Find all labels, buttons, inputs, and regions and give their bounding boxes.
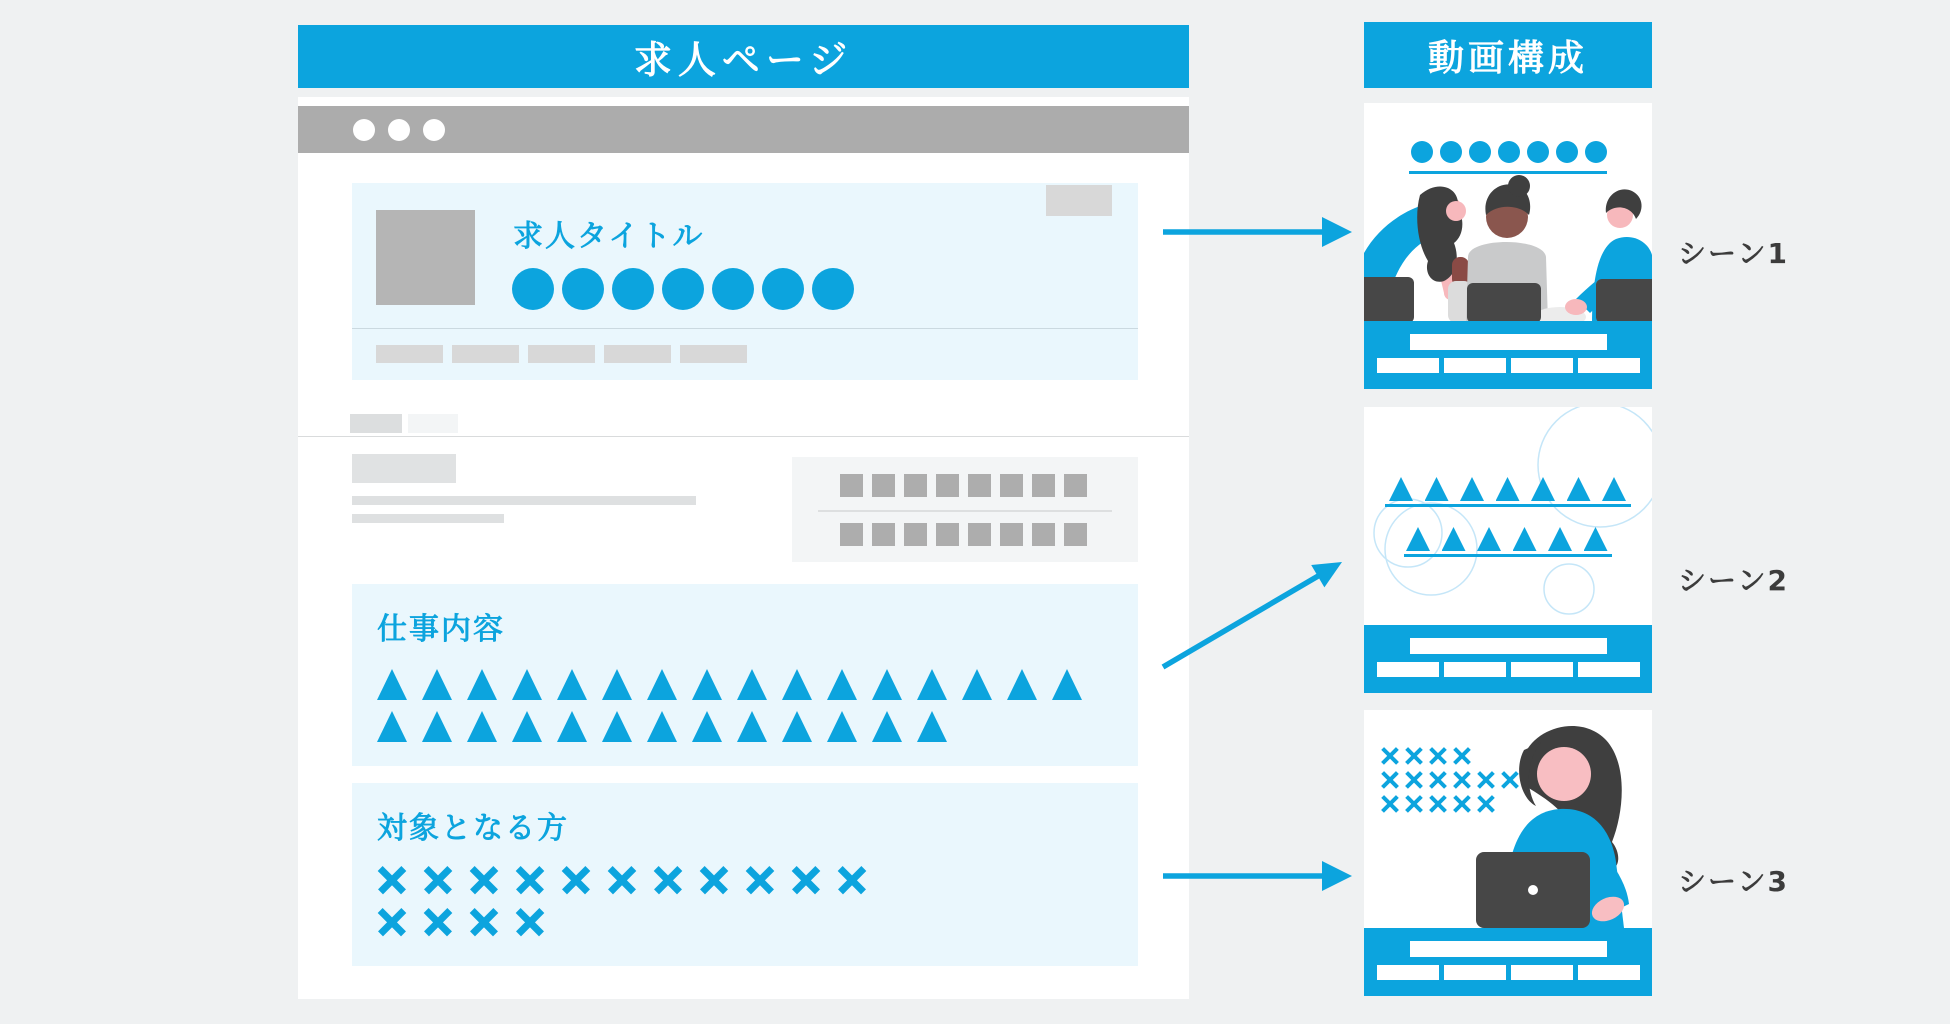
tri-lg-shape: [467, 669, 497, 700]
table-row-cells: [840, 474, 1087, 497]
tri-sm-shape: [1531, 477, 1555, 501]
arrow-to-scene1: [1163, 217, 1352, 247]
text-line-placeholder-long: [352, 496, 696, 505]
sq-shape: [904, 523, 927, 546]
tri-lg-shape: [557, 669, 587, 700]
dot-lg-shape: [662, 268, 704, 310]
tri-sm-shape: [1513, 527, 1537, 551]
x-lg-shape: [517, 909, 543, 935]
x-lg-shape: [425, 867, 451, 893]
tri-lg-shape: [377, 711, 407, 742]
section-target-applicants: [352, 783, 1138, 966]
x-lg-shape: [425, 909, 451, 935]
bar-sm-shape: [1377, 662, 1439, 677]
browser-window-dots: [353, 119, 445, 141]
pill-shape: [376, 345, 443, 363]
caption-small-bars: [1364, 358, 1652, 373]
sq-shape: [840, 523, 863, 546]
bdot-shape: [388, 119, 410, 141]
job-page-header: [298, 25, 1189, 88]
x-lg-shape: [701, 867, 727, 893]
scene1-card: [1364, 103, 1652, 389]
dot-lg-shape: [762, 268, 804, 310]
tri-lg-shape: [872, 669, 902, 700]
tri-lg-shape: [512, 669, 542, 700]
dot-sc-shape: [1556, 141, 1578, 163]
dot-lg-shape: [712, 268, 754, 310]
tri-sm-shape: [1567, 477, 1591, 501]
sq-shape: [1064, 474, 1087, 497]
tri-sm-shape: [1406, 527, 1430, 551]
pill-shape: [604, 345, 671, 363]
job-page-card: [298, 97, 1189, 999]
sq-shape: [1064, 523, 1087, 546]
x-text-row: [379, 909, 543, 935]
dot-sc-shape: [1440, 141, 1462, 163]
tri-sm-shape: [1460, 477, 1484, 501]
meeting-illustration: [1364, 171, 1652, 323]
tri-lg-shape: [422, 711, 452, 742]
tab-placeholder: [408, 414, 458, 433]
job-title-dots-placeholder: [512, 268, 854, 310]
dot-sc-shape: [1411, 141, 1433, 163]
bar-sm-shape: [1377, 965, 1439, 980]
job-hero-card: [352, 183, 1138, 380]
tri-lg-shape: [827, 669, 857, 700]
tri-lg-shape: [737, 669, 767, 700]
dot-lg-shape: [512, 268, 554, 310]
tri-lg-shape: [692, 711, 722, 742]
scene2-card: [1364, 407, 1652, 693]
laptop-center: [1467, 283, 1541, 323]
bar-sm-shape: [1511, 965, 1573, 980]
x-lg-shape: [793, 867, 819, 893]
tri-sm-shape: [1548, 527, 1572, 551]
heading-placeholder: [352, 454, 456, 483]
x-lg-shape: [517, 867, 543, 893]
tri-lg-shape: [782, 669, 812, 700]
tri-lg-shape: [647, 669, 677, 700]
pill-shape: [452, 345, 519, 363]
tri-lg-shape: [557, 711, 587, 742]
table-row-cells: [840, 523, 1087, 546]
tri-lg-shape: [962, 669, 992, 700]
arrow-to-scene3: [1163, 861, 1352, 891]
sq-shape: [936, 523, 959, 546]
x-lg-shape: [379, 909, 405, 935]
bar-sm-shape: [1511, 662, 1573, 677]
tri-sm-shape: [1389, 477, 1413, 501]
scene2-underline: [1404, 554, 1612, 557]
bar-sm-shape: [1444, 965, 1506, 980]
hero-divider: [352, 328, 1138, 329]
job-title-label: 求人タイトル: [513, 219, 705, 254]
summary-table-placeholder: [792, 457, 1138, 562]
tri-sm-shape: [1442, 527, 1466, 551]
tri-lg-shape: [827, 711, 857, 742]
x-lg-shape: [609, 867, 635, 893]
section-title: 対象となる方: [377, 811, 569, 846]
tri-sm-shape: [1425, 477, 1449, 501]
bar-sm-shape: [1444, 662, 1506, 677]
sq-shape: [1000, 523, 1023, 546]
scene2-triangle-row: [1389, 477, 1626, 501]
sq-shape: [1032, 474, 1055, 497]
company-logo-placeholder: [376, 210, 475, 305]
bdot-shape: [423, 119, 445, 141]
dot-lg-shape: [812, 268, 854, 310]
sq-shape: [872, 523, 895, 546]
tri-lg-shape: [602, 711, 632, 742]
scene1-label: シーン1: [1678, 237, 1789, 270]
table-divider: [818, 510, 1112, 512]
scene3-label: シーン3: [1678, 865, 1789, 898]
bar-sm-shape: [1578, 965, 1640, 980]
tri-lg-shape: [872, 711, 902, 742]
x-lg-shape: [839, 867, 865, 893]
content-divider: [298, 436, 1189, 437]
sq-shape: [872, 474, 895, 497]
x-lg-shape: [655, 867, 681, 893]
tri-sm-shape: [1584, 527, 1608, 551]
tri-lg-shape: [917, 711, 947, 742]
tri-sm-shape: [1496, 477, 1520, 501]
dot-sc-shape: [1527, 141, 1549, 163]
bar-sm-shape: [1511, 358, 1573, 373]
laptop-logo-dot: [1528, 885, 1538, 895]
bar-sm-shape: [1578, 358, 1640, 373]
tri-lg-shape: [917, 669, 947, 700]
caption-small-bars: [1364, 662, 1652, 677]
tri-lg-shape: [1007, 669, 1037, 700]
scene1-caption-footer: [1364, 321, 1652, 389]
text-line-placeholder-short: [352, 514, 504, 523]
browser-titlebar: [298, 106, 1189, 153]
section-job-description: [352, 584, 1138, 766]
person-right-man: [1565, 189, 1652, 323]
tri-lg-shape: [782, 711, 812, 742]
bar-sm-shape: [1377, 358, 1439, 373]
scene3-card: [1364, 710, 1652, 996]
woman-at-laptop-illustration: [1364, 710, 1652, 928]
video-plan-header: [1364, 22, 1652, 88]
tri-sm-shape: [1477, 527, 1501, 551]
scene2-label: シーン2: [1678, 564, 1789, 597]
tri-lg-shape: [692, 669, 722, 700]
sq-shape: [840, 474, 863, 497]
tri-lg-shape: [647, 711, 677, 742]
x-lg-shape: [563, 867, 589, 893]
tri-lg-shape: [467, 711, 497, 742]
section-title: 仕事内容: [377, 612, 505, 647]
dot-sc-shape: [1498, 141, 1520, 163]
sq-shape: [1032, 523, 1055, 546]
caption-bar-placeholder: [1410, 941, 1607, 957]
bar-sm-shape: [1578, 662, 1640, 677]
tri-lg-shape: [377, 669, 407, 700]
dot-lg-shape: [562, 268, 604, 310]
person-center: [1448, 175, 1586, 323]
x-lg-shape: [471, 867, 497, 893]
tri-lg-shape: [602, 669, 632, 700]
pill-shape: [528, 345, 595, 363]
caption-bar-placeholder: [1410, 334, 1607, 350]
sq-shape: [936, 474, 959, 497]
dot-lg-shape: [612, 268, 654, 310]
sq-shape: [1000, 474, 1023, 497]
tri-lg-shape: [512, 711, 542, 742]
tri-sm-shape: [1602, 477, 1626, 501]
scene3-caption-footer: [1364, 928, 1652, 996]
hero-corner-placeholder: [1046, 185, 1112, 216]
scene2-caption-footer: [1364, 625, 1652, 693]
triangle-text-row: [377, 669, 1082, 700]
caption-small-bars: [1364, 965, 1652, 980]
x-lg-shape: [471, 909, 497, 935]
scene2-underline: [1385, 504, 1631, 507]
triangle-text-row: [377, 711, 947, 742]
bar-sm-shape: [1444, 358, 1506, 373]
job-page-header-title: 求人ページ: [633, 38, 854, 82]
pill-shape: [680, 345, 747, 363]
sq-shape: [968, 523, 991, 546]
tri-lg-shape: [737, 711, 767, 742]
video-plan-header-title: 動画構成: [1427, 37, 1588, 79]
tab-placeholder-active: [350, 414, 402, 433]
arrow-to-scene2: [1163, 562, 1342, 667]
sq-shape: [904, 474, 927, 497]
scene2-triangle-row: [1406, 527, 1608, 551]
laptop-left: [1364, 277, 1414, 323]
sq-shape: [968, 474, 991, 497]
job-tag-placeholders: [376, 345, 747, 363]
caption-bar-placeholder: [1410, 638, 1607, 654]
dot-sc-shape: [1585, 141, 1607, 163]
scene1-title-dots: [1411, 141, 1607, 163]
dot-sc-shape: [1469, 141, 1491, 163]
tri-lg-shape: [1052, 669, 1082, 700]
x-lg-shape: [379, 867, 405, 893]
laptop-right: [1596, 279, 1652, 323]
bdot-shape: [353, 119, 375, 141]
x-text-row: [379, 867, 865, 893]
x-lg-shape: [747, 867, 773, 893]
tri-lg-shape: [422, 669, 452, 700]
